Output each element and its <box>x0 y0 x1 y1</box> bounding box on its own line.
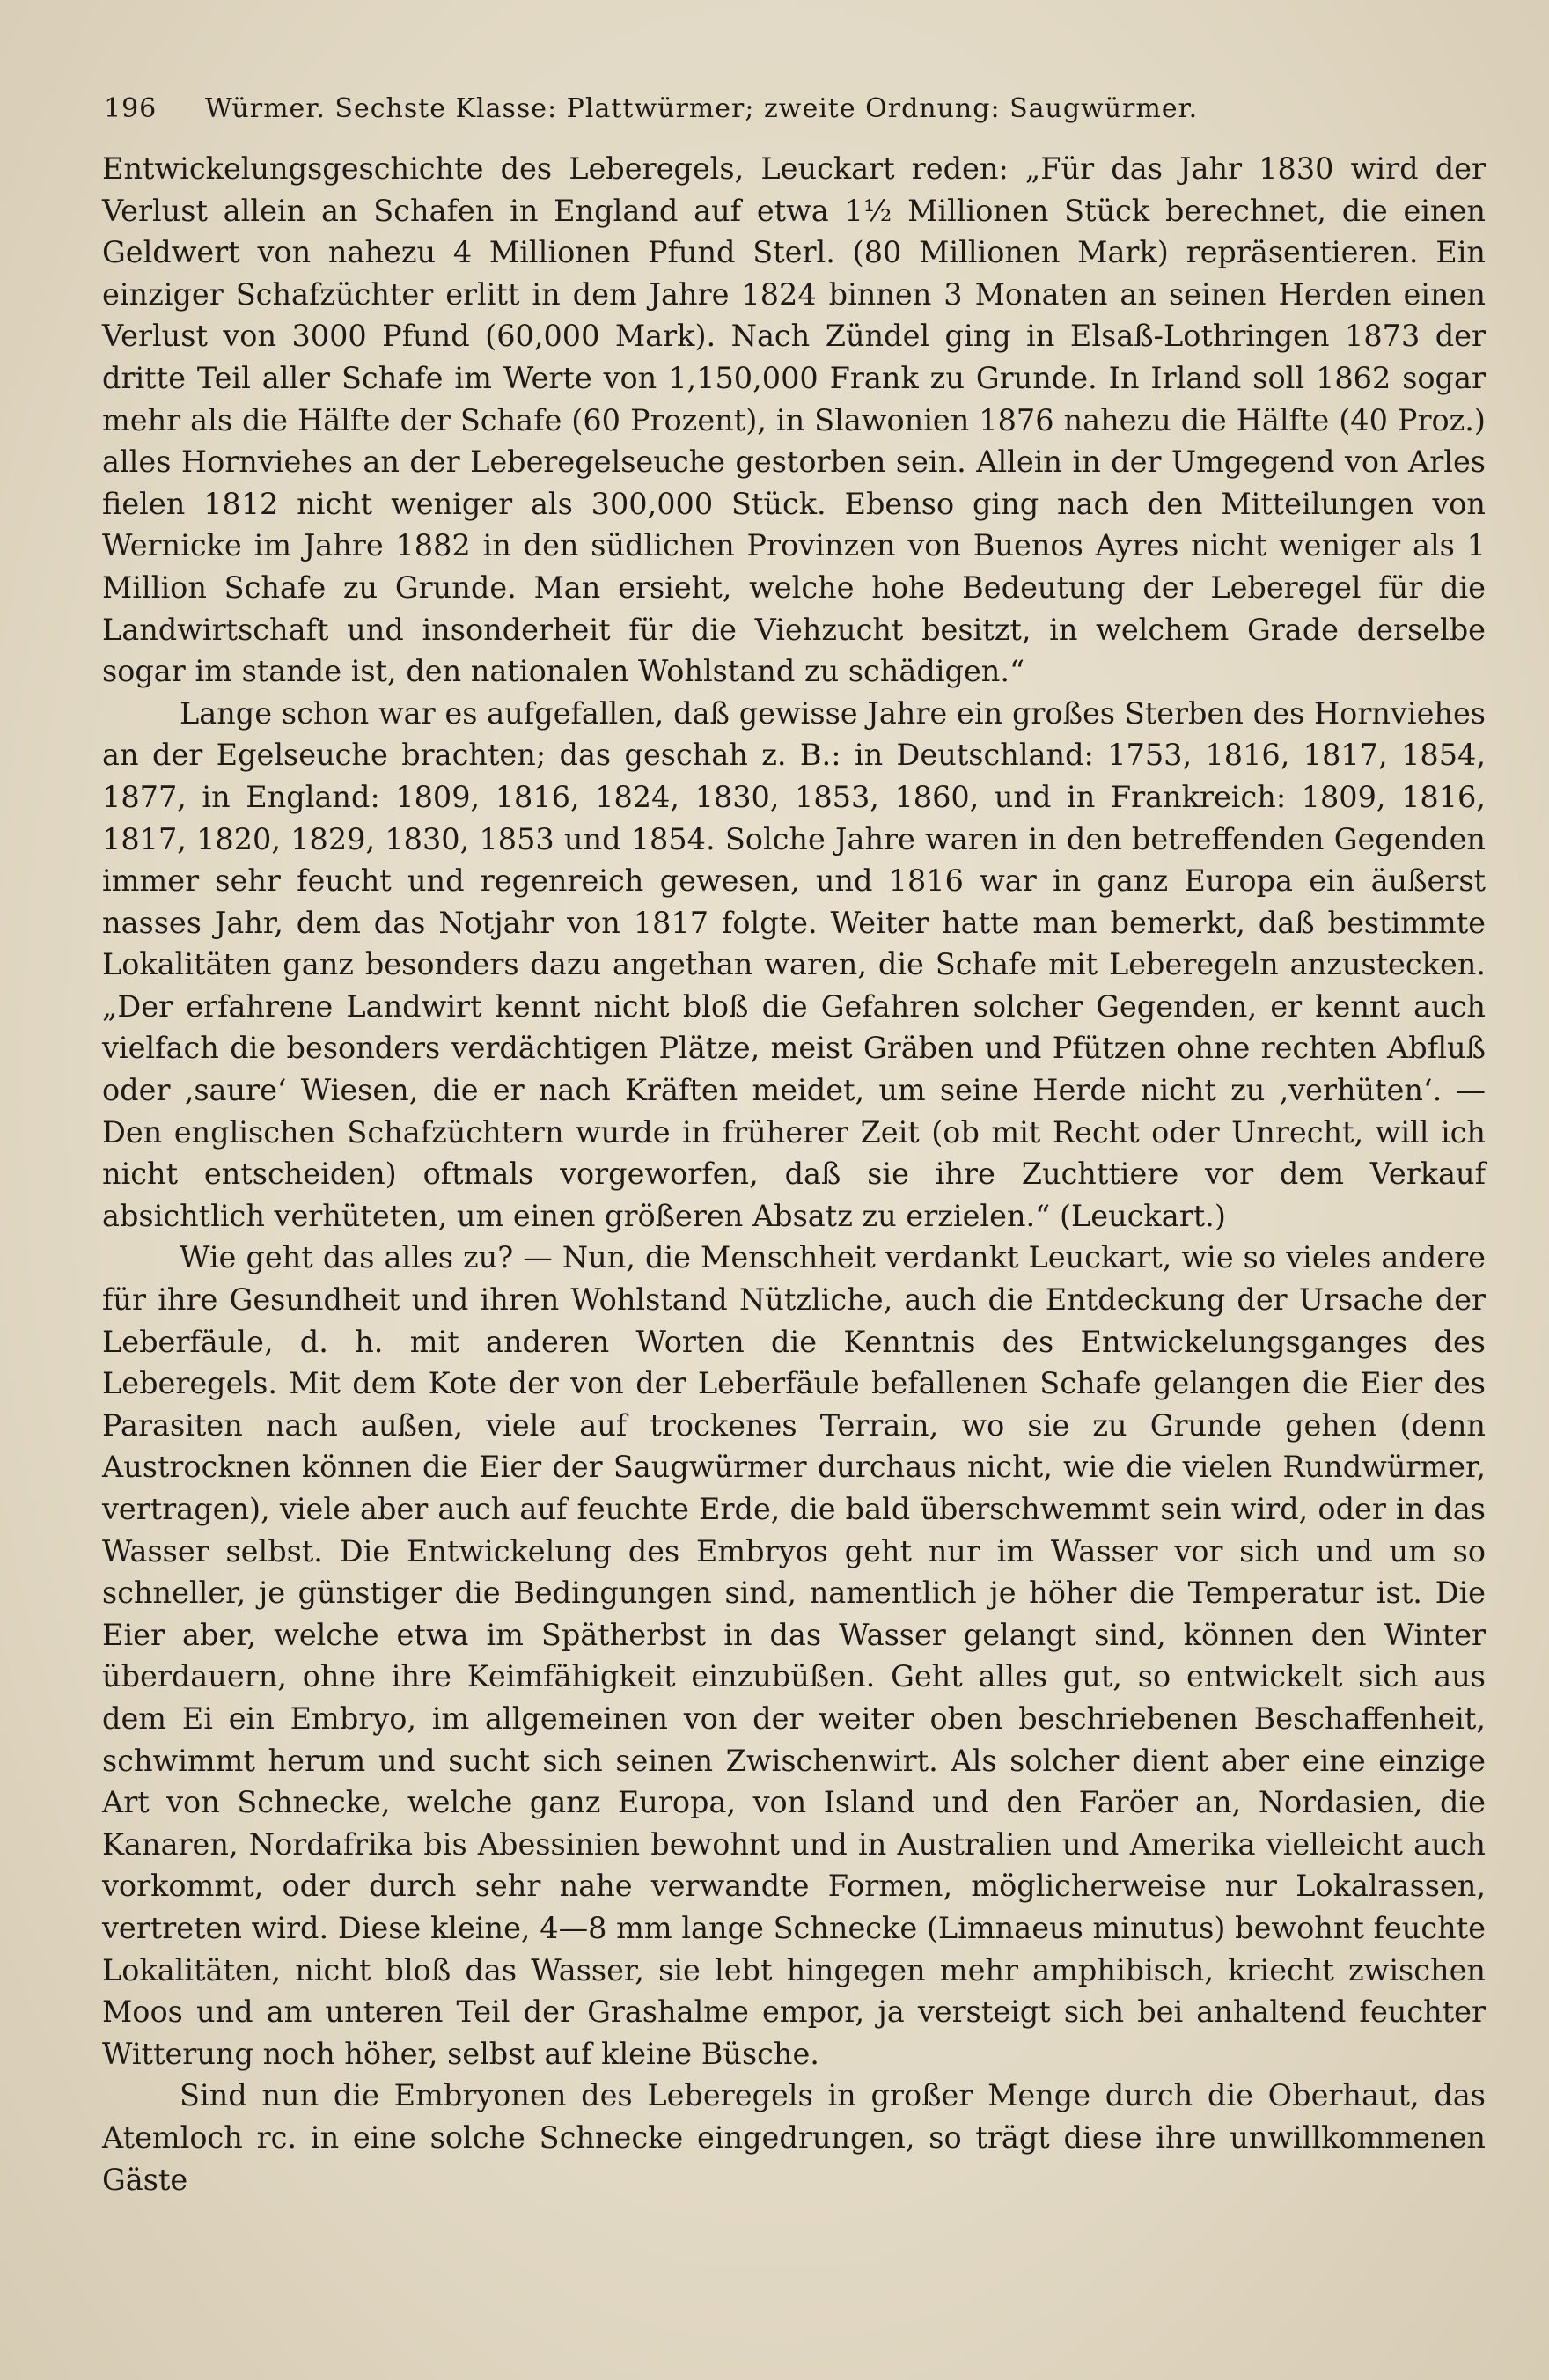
running-title: Würmer. Sechste Klasse: Plattwürmer; zweite Ordnung: Saugwürmer. <box>204 93 1199 124</box>
body-text <box>102 148 1486 2200</box>
paragraph: Sind nun die Embryonen des Leberegels in großer Menge durch die Oberhaut, das Atemloch rc. in eine solche Schnecke eingedrungen, so trägt diese ihre unwillkommenen Gäste <box>102 2078 1486 2197</box>
paragraph: Lange schon war es aufgefallen, daß gewisse Jahre ein großes Sterben des Hornviehes an der Egelseuche brachten; das geschah z. B.: in Deutschland: 1753, 1816, 1817, 1854, 1877, in England: 1809, 1816, 1824, 1830, 1853, 1860, und in Frankreich: 1809, 1816, 1817, 1820, 1829, 1830, 1853 und 1854. Solche Jahre waren in den betreffenden Gegenden immer sehr feucht und regenreich gewesen, und 1816 war in ganz Europa ein äußerst nasses Jahr, dem das Notjahr von 1817 folgte. Weiter hatte man bemerkt, daß bestimmte Lokalitäten ganz besonders dazu angethan waren, die Schafe mit Leberegeln anzustecken. „Der erfahrene Landwirt kennt nicht bloß die Gefahren solcher Gegenden, er kennt auch vielfach die besonders verdächtigen Plätze, meist Gräben und Pfützen ohne rechten Abfluß oder ‚saure‘ Wiesen, die er nach Kräften meidet, um seine Herde nicht zu ‚verhüten‘. — Den englischen Schafzüchtern wurde in früherer Zeit (ob mit Recht oder Unrecht, will ich nicht entscheiden) oftmals vorgeworfen, daß sie ihre Zuchttiere vor dem Verkauf absichtlich verhüteten, um einen größeren Absatz zu erzielen.“ (Leuckart.) <box>102 695 1486 1233</box>
paragraph: Entwickelungsgeschichte des Leberegels, Leuckart reden: „Für das Jahr 1830 wird der Verlust allein an Schafen in England auf etwa 1½ Millionen Stück berechnet, die einen Geldwert von nahezu 4 Millionen Pfund Sterl. (80 Millionen Mark) repräsentieren. Ein einziger Schafzüchter erlitt in dem Jahre 1824 binnen 3 Monaten an seinen Herden einen Verlust von 3000 Pfund (60,000 Mark). Nach Zündel ging in Elsaß-Lothringen 1873 der dritte Teil aller Schafe im Werte von 1,150,000 Frank zu Grunde. In Irland soll 1862 sogar mehr als die Hälfte der Schafe (60 Prozent), in Slawonien 1876 nahezu die Hälfte (40 Proz.) alles Hornviehes an der Leberegelseuche gestorben sein. Allein in der Umgegend von Arles fielen 1812 nicht weniger als 300,000 Stück. Ebenso ging nach den Mitteilungen von Wernicke im Jahre 1882 in den südlichen Provinzen von Buenos Ayres nicht weniger als 1 Million Schafe zu Grunde. Man ersieht, welche hohe Bedeutung der Leberegel für die Landwirtschaft und insonderheit für die Viehzucht besitzt, in welchem Grade derselbe sogar im stande ist, den nationalen Wohlstand zu schädigen.“ <box>102 151 1486 689</box>
page-header <box>104 92 1442 127</box>
paragraph: Wie geht das alles zu? — Nun, die Menschheit verdankt Leuckart, wie so vieles andere für ihre Gesundheit und ihren Wohlstand Nützliche, auch die Entdeckung der Ursache der Leberfäule, d. h. mit anderen Worten die Kenntnis des Entwickelungsganges des Leberegels. Mit dem Kote der von der Leberfäule befallenen Schafe gelangen die Eier des Parasiten nach außen, viele auf trockenes Terrain, wo sie zu Grunde gehen (denn Austrocknen können die Eier der Saugwürmer durchaus nicht, wie die vielen Rundwürmer, vertragen), viele aber auch auf feuchte Erde, die bald überschwemmt sein wird, oder in das Wasser selbst. Die Entwickelung des Embryos geht nur im Wasser vor sich und um so schneller, je günstiger die Bedingungen sind, namentlich je höher die Temperatur ist. Die Eier aber, welche etwa im Spätherbst in das Wasser gelangt sind, können den Winter überdauern, ohne ihre Keimfähigkeit einzubüßen. Geht alles gut, so entwickelt sich aus dem Ei ein Embryo, im allgemeinen von der weiter oben beschriebenen Beschaffenheit, schwimmt herum und sucht sich seinen Zwischenwirt. Als solcher dient aber eine einzige Art von Schnecke, welche ganz Europa, von Island und den Faröer an, Nordasien, die Kanaren, Nordafrika bis Abessinien bewohnt und in Australien und Amerika vielleicht auch vorkommt, oder durch sehr nahe verwandte Formen, möglicherweise nur Lokalrassen, vertreten wird. Diese kleine, 4—8 mm lange Schnecke (Limnaeus minutus) bewohnt feuchte Lokalitäten, nicht bloß das Wasser, sie lebt hingegen mehr amphibisch, kriecht zwischen Moos und am unteren Teil der Grashalme empor, ja versteigt sich bei anhaltend feuchter Witterung noch höher, selbst auf kleine Büsche. <box>102 1240 1486 2071</box>
page-number: 196 <box>104 93 158 124</box>
